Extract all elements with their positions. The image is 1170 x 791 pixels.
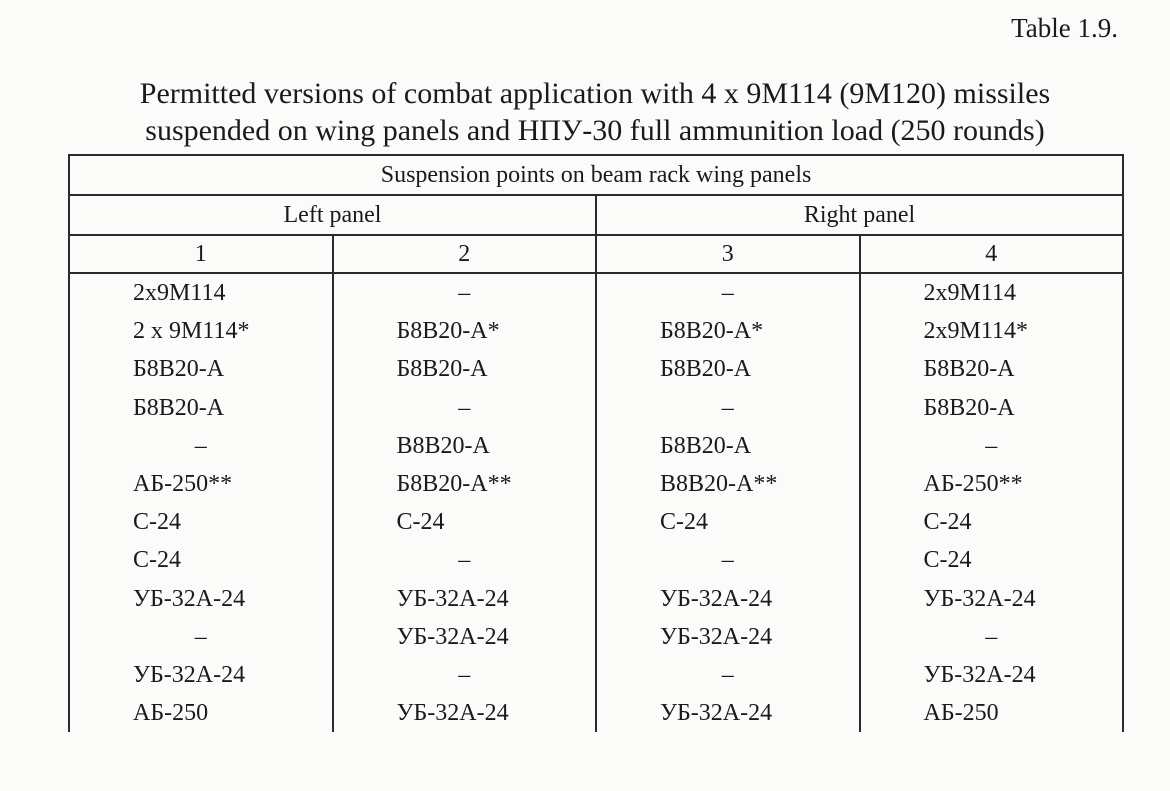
table-cell: – [69, 618, 333, 656]
table-cell: С-24 [69, 541, 333, 579]
table-cell: Б8В20-А* [333, 312, 597, 350]
table-row [69, 580, 1123, 618]
table-title-header: Suspension points on beam rack wing panels [69, 155, 1123, 195]
table-cell: АБ-250 [860, 694, 1124, 732]
column-header-4: 4 [860, 235, 1124, 273]
table-cell: 2 x 9M114* [69, 312, 333, 350]
table-cell: АБ-250 [69, 694, 333, 732]
table-cell: – [596, 389, 860, 427]
table-cell: УБ-32А-24 [69, 580, 333, 618]
column-header-3: 3 [596, 235, 860, 273]
table-cell: С-24 [860, 541, 1124, 579]
table-cell: – [860, 618, 1124, 656]
table-row [69, 350, 1123, 388]
table-row [69, 389, 1123, 427]
left-panel-header: Left panel [69, 195, 596, 235]
table-cell: УБ-32А-24 [596, 618, 860, 656]
table-cell: УБ-32А-24 [596, 694, 860, 732]
table-cell: – [333, 273, 597, 312]
table-cell: Б8В20-А [333, 350, 597, 388]
table-cell: – [596, 656, 860, 694]
table-row [69, 694, 1123, 732]
table-row [69, 656, 1123, 694]
table-cell: – [596, 273, 860, 312]
table-cell: С-24 [596, 503, 860, 541]
table-row [69, 618, 1123, 656]
table-cell: – [860, 427, 1124, 465]
table-number: Table 1.9. [1011, 13, 1118, 43]
table-cell: Б8В20-А [69, 350, 333, 388]
table-caption [70, 75, 1120, 149]
table-cell: – [596, 541, 860, 579]
table-cell: – [333, 389, 597, 427]
table-cell: УБ-32А-24 [860, 580, 1124, 618]
table-cell: – [69, 427, 333, 465]
table-row [69, 273, 1123, 312]
suspension-table [68, 154, 1124, 732]
table-cell: 2x9M114 [860, 273, 1124, 312]
table-cell: АБ-250** [860, 465, 1124, 503]
table-cell: УБ-32А-24 [333, 694, 597, 732]
table-cell: Б8В20-А [596, 427, 860, 465]
right-panel-header: Right panel [596, 195, 1123, 235]
table-cell: Б8В20-А [596, 350, 860, 388]
table-cell: В8В20-А** [596, 465, 860, 503]
table-cell: 2x9M114* [860, 312, 1124, 350]
table-cell: С-24 [69, 503, 333, 541]
caption-line-2: suspended on wing panels and НПУ-30 full ammunition load (250 rounds) [145, 114, 1045, 147]
table-cell: УБ-32А-24 [860, 656, 1124, 694]
table-cell: Б8В20-А [860, 350, 1124, 388]
table-row [69, 427, 1123, 465]
table-cell: – [333, 656, 597, 694]
table-cell: УБ-32А-24 [333, 618, 597, 656]
table-cell: УБ-32А-24 [333, 580, 597, 618]
table-cell: С-24 [333, 503, 597, 541]
caption-line-1: Permitted versions of combat application with 4 x 9M114 (9M120) missiles [139, 77, 1051, 110]
table-cell: АБ-250** [69, 465, 333, 503]
table-cell: УБ-32А-24 [69, 656, 333, 694]
table-cell: Б8В20-А** [333, 465, 597, 503]
table-row [69, 541, 1123, 579]
table-body [69, 273, 1123, 732]
table-cell: 2x9M114 [69, 273, 333, 312]
table-cell: С-24 [860, 503, 1124, 541]
column-header-2: 2 [333, 235, 597, 273]
table-cell: Б8В20-А* [596, 312, 860, 350]
column-header-1: 1 [69, 235, 333, 273]
table-cell: УБ-32А-24 [596, 580, 860, 618]
table-cell: Б8В20-А [69, 389, 333, 427]
table-cell: – [333, 541, 597, 579]
table-row [69, 503, 1123, 541]
table-cell: В8В20-А [333, 427, 597, 465]
table-row [69, 465, 1123, 503]
table-row [69, 312, 1123, 350]
table-cell: Б8В20-А [860, 389, 1124, 427]
